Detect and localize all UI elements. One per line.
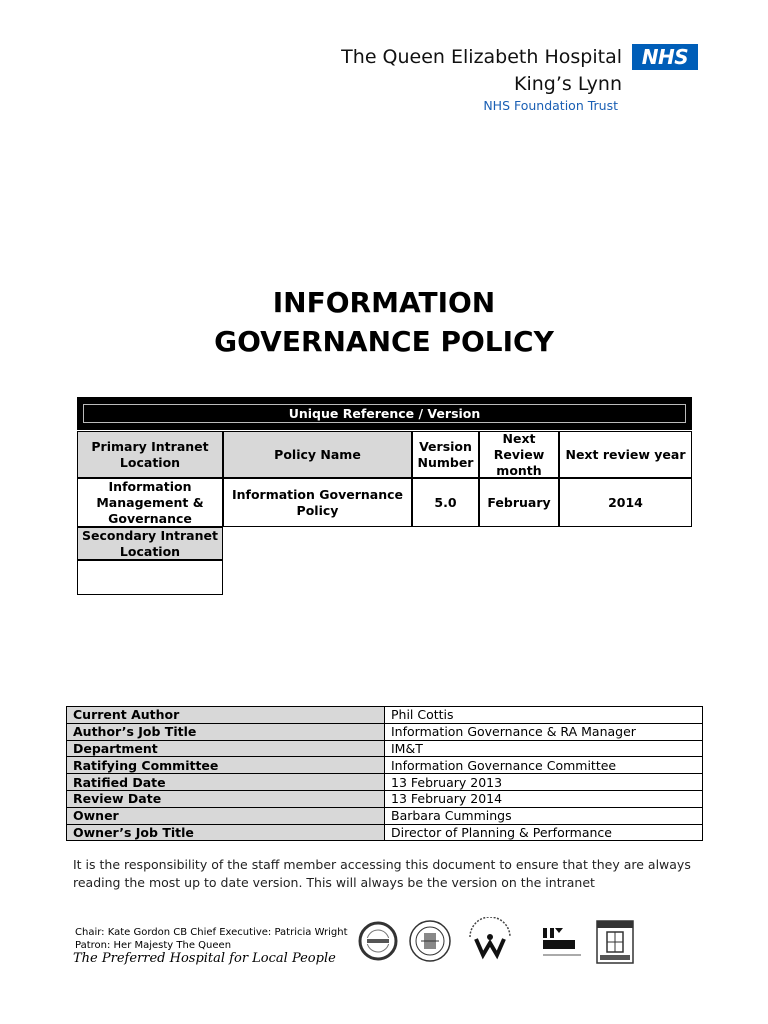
document-title [0,283,768,361]
info-row [67,757,703,774]
hospital-header [300,40,700,120]
info-row [67,740,703,757]
clinical-school-logo [596,920,634,964]
info-value: Director of Planning & Performance [385,824,703,841]
info-value: Barbara Cummings [385,807,703,824]
value-version-number: 5.0 [412,478,479,527]
secondary-location-value [77,560,223,595]
patron-line: Patron: Her Majesty The Queen [75,939,232,951]
info-label: Owner’s Job Title [67,824,385,841]
info-label: Ratified Date [67,774,385,791]
header-policy-name: Policy Name [223,431,412,478]
info-row [67,707,703,724]
info-label: Owner [67,807,385,824]
info-value: Information Governance & RA Manager [385,723,703,740]
info-label: Department [67,740,385,757]
info-row [67,807,703,824]
info-value: 13 February 2014 [385,790,703,807]
seal-logo [407,918,453,964]
value-policy-name: Information Governance Policy [223,478,412,527]
title-line-2: GOVERNANCE POLICY [214,325,554,358]
in-tran-logo [541,924,583,960]
hospital-place: King’s Lynn [514,73,622,95]
value-primary-location: Information Management & Governance [77,478,223,527]
header-next-review-year: Next review year [559,431,692,478]
info-row [67,790,703,807]
info-label: Review Date [67,790,385,807]
info-label: Ratifying Committee [67,757,385,774]
info-value: Information Governance Committee [385,757,703,774]
document-info-table [66,706,703,841]
value-next-review-month: February [479,478,559,527]
info-row [67,824,703,841]
info-row [67,723,703,740]
chair-line: Chair: Kate Gordon CB Chief Executive: Patricia Wright [75,927,348,938]
info-row [67,774,703,791]
header-primary-location: Primary Intranet Location [77,431,223,478]
info-value: 13 February 2013 [385,774,703,791]
nhs-logo: NHS [632,44,698,70]
header-version-number: Version Number [412,431,479,478]
value-next-review-year: 2014 [559,478,692,527]
hospital-name: The Queen Elizabeth Hospital [341,46,622,68]
positive-about-disabled-people-logo [464,917,516,965]
info-value: Phil Cottis [385,707,703,724]
trust-name: NHS Foundation Trust [483,98,618,113]
info-label: Author’s Job Title [67,723,385,740]
carbon-trust-logo [357,920,399,962]
responsibility-note: It is the responsibility of the staff member accessing this document to ensure that they are always reading the most up to date version. This will always be the version on the intranet [73,857,691,890]
secondary-location-label: Secondary Intranet Location [77,527,223,560]
title-line-1: INFORMATION [272,286,496,319]
reference-heading: Unique Reference / Version [83,404,686,423]
info-label: Current Author [67,707,385,724]
footer-credits [75,927,348,952]
header-next-review-month: Next Review month [479,431,559,478]
tagline: The Preferred Hospital for Local People [73,951,336,966]
reference-table-header [77,397,692,430]
info-value: IM&T [385,740,703,757]
